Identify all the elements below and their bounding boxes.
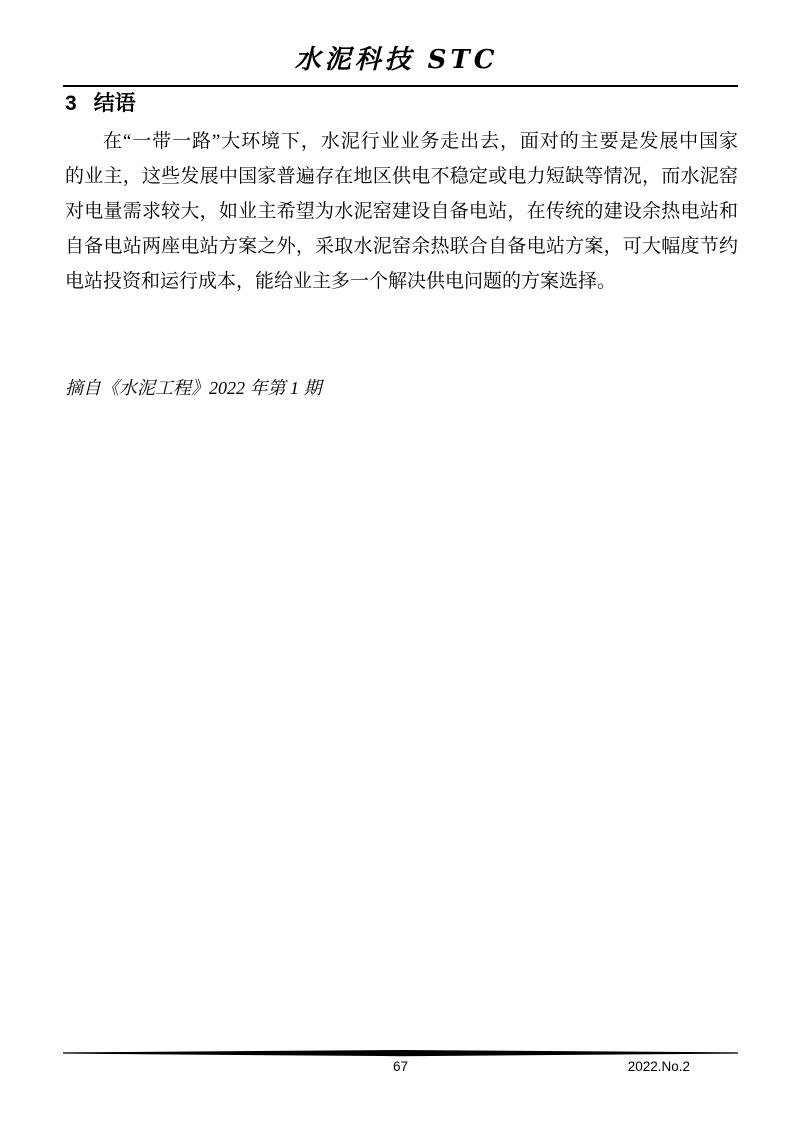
paragraph-line: 对电量需求较大，如业主希望为水泥窑建设自备电站，在传统的建设余热电站和 (65, 201, 738, 222)
source-citation: 摘自《水泥工程》2022 年第 1 期 (65, 378, 322, 398)
header-rule (63, 85, 738, 87)
section-heading (65, 91, 136, 117)
issue-label: 2022.No.2 (627, 1059, 690, 1074)
paragraph-line: 电站投资和运行成本，能给业主多一个解决供电问题的方案选择。 (65, 271, 617, 292)
journal-title: 水泥科技 STC (294, 45, 499, 75)
paragraph-line: 在“一带一路”大环境下，水泥行业业务走出去，面对的主要是发展中国家 (103, 131, 738, 152)
body-paragraph (65, 124, 738, 299)
paragraph-line: 自备电站两座电站方案之外，采取水泥窑余热联合自备电站方案，可大幅度节约 (65, 236, 738, 257)
section-number: 3 (65, 92, 77, 115)
section-title: 结语 (93, 92, 136, 115)
page-number: 67 (392, 1059, 409, 1074)
paragraph-line: 的业主，这些发展中国家普遍存在地区供电不稳定或电力短缺等情况，而水泥窑 (65, 166, 738, 187)
footer-rule-decoration (63, 1050, 738, 1057)
